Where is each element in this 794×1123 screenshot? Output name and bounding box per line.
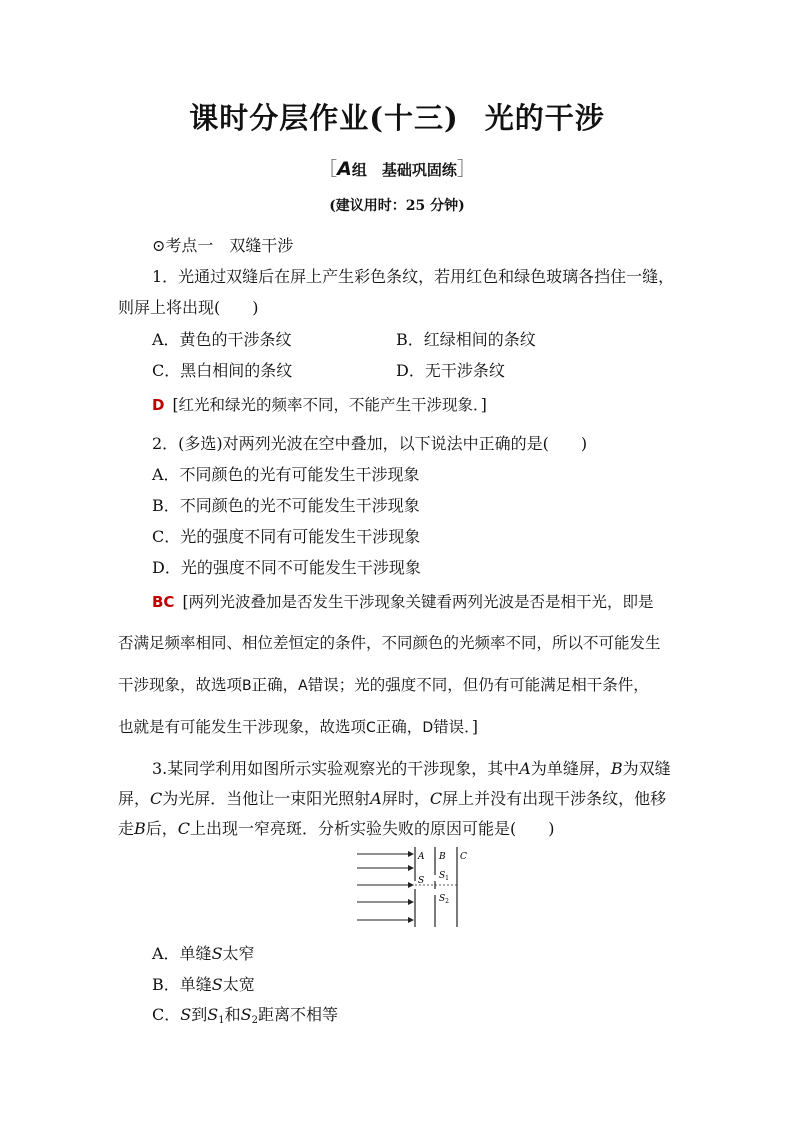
label-s: S xyxy=(418,876,425,886)
q2-exp4-e: 错误．] xyxy=(433,718,478,736)
q1-answer-line xyxy=(152,393,487,415)
label-a: A xyxy=(418,852,425,862)
q2-exp3-d: A xyxy=(298,678,308,694)
label-s1-sub: 1 xyxy=(445,875,449,882)
q2-option-b: B．不同颜色的光不可能发生干涉现象 xyxy=(152,496,420,515)
q3-optC-c: 到 xyxy=(191,1005,208,1024)
q3-l1-d: B xyxy=(610,759,623,778)
q2-explanation-line1 xyxy=(152,590,654,612)
q3-l2-a: 屏， xyxy=(118,789,151,808)
group-heading xyxy=(0,154,794,181)
page-title xyxy=(0,96,794,137)
group-letter: A xyxy=(337,158,352,180)
q3-l1-c: 为单缝屏， xyxy=(530,759,611,778)
q1-answer: D xyxy=(152,396,165,414)
bracket-open: ［ xyxy=(318,158,338,180)
q3-optC-e: 1 xyxy=(218,1015,225,1026)
q2-exp4-a: 也就是有可能发生干涉现象，故选项 xyxy=(118,718,367,736)
label-b: B xyxy=(439,852,446,862)
suggested-time: (建议用时：25 分钟) xyxy=(329,198,465,214)
double-slit-diagram xyxy=(355,845,475,929)
q3-option-a xyxy=(152,941,255,964)
q2-exp4-c: 正确， xyxy=(375,718,423,736)
q3-stem-line2 xyxy=(118,786,666,809)
q3-l2-b: C xyxy=(150,789,163,808)
q2-answer: BC xyxy=(152,593,175,611)
title-main: 课时分层作业(十三) xyxy=(189,101,459,135)
q3-l2-f: C xyxy=(429,789,443,808)
q1-stem-line1: 1．光通过双缝后在屏上产生彩色条纹，若用红色和绿色玻璃各挡住一缝， xyxy=(152,267,675,286)
q2-explanation-line2: 否满足频率相同、相位差恒定的条件，不同颜色的光频率不同，所以不可能发生 xyxy=(118,634,661,652)
q2-explanation-line4 xyxy=(118,715,478,737)
q2-explanation-line3 xyxy=(118,673,649,695)
title-sub: 光的干涉 xyxy=(484,101,605,135)
q3-optA-c: 太窄 xyxy=(222,944,255,963)
label-s2 xyxy=(439,894,449,905)
q1-option-b: B．红绿相间的条纹 xyxy=(396,330,536,349)
q3-stem-line1 xyxy=(152,756,671,779)
q3-l3-d: C xyxy=(177,819,191,838)
q3-l1-b: A xyxy=(519,759,531,778)
q3-optB-a: B．单缝 xyxy=(152,975,212,994)
q2-exp3-b: B xyxy=(242,678,252,694)
section-heading: ⊙考点一 双缝干涉 xyxy=(152,236,294,255)
q3-option-c xyxy=(152,1002,338,1026)
q2-exp-text1: [两列光波叠加是否发生干涉现象关键看两列光波是否是相干光，即是 xyxy=(182,593,654,611)
q2-stem: 2．(多选)对两列光波在空中叠加，以下说法中正确的是( ) xyxy=(152,434,588,453)
q3-optB-c: 太宽 xyxy=(222,975,255,994)
q3-optA-a: A．单缝 xyxy=(152,944,212,963)
q2-exp4-b: C xyxy=(366,720,376,736)
q3-optC-a: C． xyxy=(152,1005,181,1024)
label-s2-s: S xyxy=(439,894,446,904)
q2-exp3-e: 错误；光的强度不同，但仍有可能满足相干条件， xyxy=(307,676,649,694)
q3-l2-g: 屏上并没有出现干涉条纹，他移 xyxy=(442,789,667,808)
q3-l2-c: 为光屏．当他让一束阳光照射 xyxy=(162,789,371,808)
q3-l3-a: 走 xyxy=(118,819,135,838)
q2-exp3-c: 正确， xyxy=(251,676,299,694)
bracket-close: ］ xyxy=(456,158,476,180)
q3-optC-b: S xyxy=(180,1005,192,1024)
q1-stem-line2: 则屏上将出现( ) xyxy=(118,298,259,317)
q3-optC-g: S xyxy=(240,1005,252,1024)
label-s1 xyxy=(439,871,449,882)
q1-option-d: D．无干涉条纹 xyxy=(396,361,505,380)
q3-optB-b: S xyxy=(211,975,223,994)
q3-l1-e: 为双缝 xyxy=(622,759,671,778)
q1-option-c: C．黑白相间的条纹 xyxy=(152,361,293,380)
q3-l2-d: A xyxy=(370,789,382,808)
q3-stem-line3 xyxy=(118,816,555,839)
light-rays xyxy=(357,854,413,920)
q2-exp4-d: D xyxy=(422,720,434,736)
label-c: C xyxy=(460,852,467,862)
q2-exp3-a: 干涉现象，故选项 xyxy=(118,676,243,694)
q3-optC-h: 2 xyxy=(251,1015,258,1026)
q2-option-c: C．光的强度不同有可能发生干涉现象 xyxy=(152,527,421,546)
q3-l3-b: B xyxy=(134,819,146,838)
q3-optC-f: 和 xyxy=(224,1005,241,1024)
q1-explanation: [红光和绿光的频率不同，不能产生干涉现象．] xyxy=(172,396,487,414)
q1-option-a: A．黄色的干涉条纹 xyxy=(152,330,292,349)
label-s1-s: S xyxy=(439,871,446,881)
q3-optC-d: S xyxy=(207,1005,219,1024)
q3-l3-e: 上出现一窄亮斑．分析实验失败的原因可能是( ) xyxy=(190,819,555,838)
q3-option-b xyxy=(152,972,255,995)
q2-option-a: A．不同颜色的光有可能发生干涉现象 xyxy=(152,465,420,484)
q2-option-d: D．光的强度不同不可能发生干涉现象 xyxy=(152,558,421,577)
q3-optA-b: S xyxy=(211,944,223,963)
q3-optC-i: 距离不相等 xyxy=(257,1005,338,1024)
group-text: 组 基础巩固练 xyxy=(351,161,457,179)
q3-l1-a: 3.某同学利用如图所示实验观察光的干涉现象，其中 xyxy=(152,759,520,778)
q3-l2-e: 屏时， xyxy=(381,789,430,808)
label-s2-sub: 2 xyxy=(445,898,449,905)
q3-l3-c: 后， xyxy=(145,819,178,838)
